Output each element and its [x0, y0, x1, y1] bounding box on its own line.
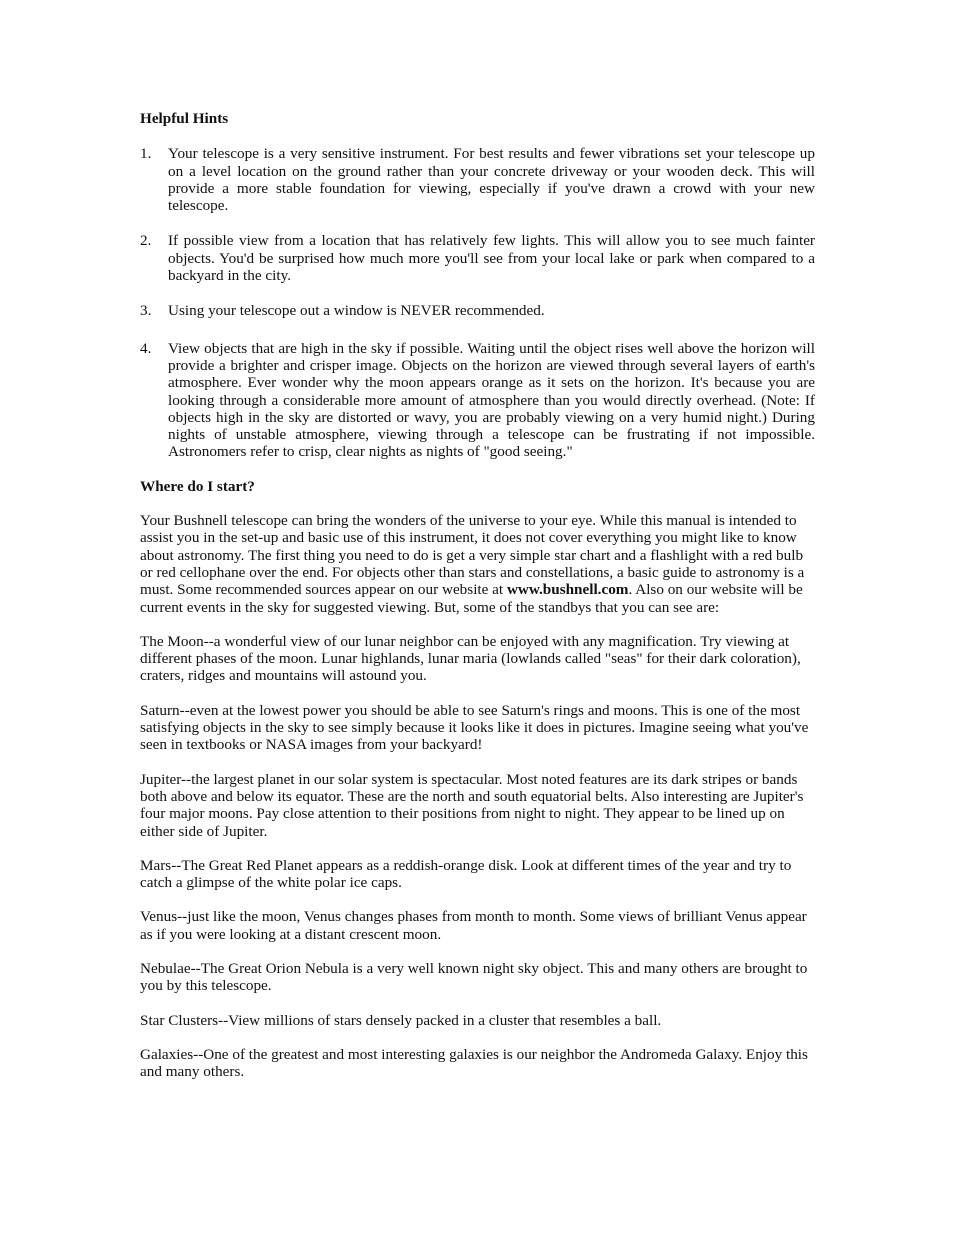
hint-number: 4.	[140, 339, 152, 357]
object-paragraph-jupiter: Jupiter--the largest planet in our solar system is spectacular. Most noted features are its dark stripes or bands both above and below its equator. These are the north and south equatorial belts. Also interesting are Jupiter's four major moons. Pay close attention to their positions from night to night. They appear to be lined up on either side of Jupiter.	[140, 770, 804, 840]
intro-text-after: . Also on our website will be current events in the sky for suggested viewing. But, some of the standbys that you can see are:	[140, 581, 803, 616]
where-start-heading: Where do I start?	[140, 477, 255, 495]
object-paragraph-mars: Mars--The Great Red Planet appears as a reddish-orange disk. Look at different times of the year and try to catch a glimpse of the white polar ice caps.	[140, 856, 792, 892]
hint-item	[140, 302, 815, 319]
object-paragraph-nebulae: Nebulae--The Great Orion Nebula is a very well known night sky object. This and many others are brought to you by this telescope.	[140, 959, 808, 995]
hint-text: If possible view from a location that has relatively few lights. This will allow you to see much fainter objects. You'd be surprised how much more you'll see from your local lake or park when compared to a backyard in the city.	[168, 232, 815, 285]
intro-paragraph	[140, 512, 815, 616]
object-paragraph-moon: The Moon--a wonderful view of our lunar neighbor can be enjoyed with any magnification. Try viewing at different phases of the moon. Lunar highlands, lunar maria (lowlands called "seas" for their dark coloration), craters, ridges and mountains will astound you.	[140, 632, 801, 685]
object-paragraph-saturn: Saturn--even at the lowest power you should be able to see Saturn's rings and moons. This is one of the most satisfying objects in the sky to see simply because it looks like it does in pictures. Imagine seeing what you've seen in textbooks or NASA images from your backyard!	[140, 701, 809, 754]
website-link[interactable]: www.bushnell.com	[506, 581, 629, 599]
hint-number: 3.	[140, 302, 152, 320]
intro-text-before: Your Bushnell telescope can bring the wonders of the universe to your eye. While this manual is intended to assist you in the set-up and basic use of this instrument, it does not cover everything you might like to know about astronomy. The first thing you need to do is get a very simple star chart and a flashlight with a red bulb or red cellophane over the end. For objects other than stars and constellations, a basic guide to astronomy is a must. Some recommended sources appear on our website at	[140, 512, 805, 599]
object-paragraph-venus: Venus--just like the moon, Venus changes phases from month to month. Some views of brilliant Venus appear as if you were looking at a distant crescent moon.	[140, 908, 807, 943]
helpful-hints-heading: Helpful Hints	[140, 110, 229, 127]
hint-item	[140, 145, 815, 214]
hint-number: 1.	[140, 145, 152, 163]
hint-item	[140, 232, 815, 284]
object-paragraph-star-clusters: Star Clusters--View millions of stars densely packed in a cluster that resembles a ball.	[140, 1011, 662, 1029]
document-page	[140, 110, 815, 1080]
object-paragraph-galaxies: Galaxies--One of the greatest and most interesting galaxies is our neighbor the Andromeda Galaxy. Enjoy this and many others.	[140, 1045, 808, 1081]
hint-text: View objects that are high in the sky if possible. Waiting until the object rises well above the horizon will provide a brighter and crisper image. Objects on the horizon are viewed through several layers of earth's atmosphere. Ever wonder why the moon appears orange as it sets on the horizon. It's because you are looking through a considerable more amount of atmosphere than you would directly overhead. (Note: If objects high in the sky are distorted or wavy, you are probably viewing on a very humid night.) During nights of unstable atmosphere, viewing through a telescope can be frustrating if not impossible. Astronomers refer to crisp, clear nights as nights of "good seeing."	[168, 339, 815, 461]
hint-text: Using your telescope out a window is NEVER recommended.	[168, 302, 545, 320]
hint-item	[140, 340, 815, 461]
hint-text: Your telescope is a very sensitive instrument. For best results and fewer vibrations set your telescope up on a level location on the ground rather than your concrete driveway or your wooden deck. This will provide a more stable foundation for viewing, especially if you've drawn a crowd with your new telescope.	[168, 145, 815, 215]
hint-number: 2.	[140, 232, 152, 250]
